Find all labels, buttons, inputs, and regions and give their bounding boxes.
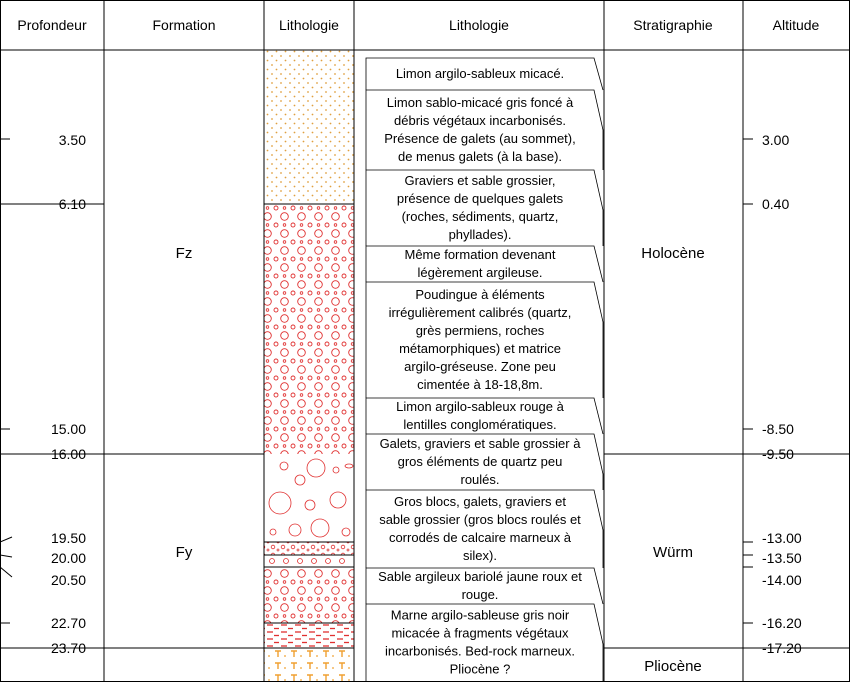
altitude-labels [762,132,802,656]
layer-gravel [264,204,354,454]
description-line: Galets, graviers et sable grossier à [379,436,581,451]
description-line: rouge. [461,587,499,602]
stratigraphy-label: Pliocène [644,658,702,675]
description-line: Poudingue à éléments [415,287,545,302]
stratigraphy-label: Würm [653,544,693,561]
formation-code: Fz [175,245,193,262]
description-line: métamorphiques) et matrice [399,341,561,356]
description-line: roulés. [460,472,500,487]
header-stratigraphy: Stratigraphie [633,17,713,33]
description-line: argilo-gréseuse. Zone peu [404,359,556,374]
header-lithology-column: Lithologie [279,17,339,33]
description-line: silex). [463,548,497,563]
description-line: corrodés de calcaire marneux à [388,530,572,545]
description-line: présence de quelques galets [396,191,564,206]
altitude-label: -9.50 [762,446,794,462]
description-line: gros éléments de quartz peu [397,454,563,469]
lithology-column [264,50,354,681]
altitude-label: 0.40 [762,196,790,212]
description-line: Graviers et sable grossier, [404,173,556,188]
header-formation: Formation [152,17,216,33]
description-line: Même formation devenant [404,247,556,262]
description-line: Limon sablo-micacé gris foncé à [386,95,574,110]
altitude-label: -8.50 [762,421,794,437]
altitude-label: -13.00 [762,530,802,546]
layer-clay [264,623,354,648]
description-line: Présence de galets (au sommet), [384,131,576,146]
description-line: Pliocène ? [449,661,511,677]
description-line: légèrement argileuse. [417,265,543,280]
description-line: Gros blocs, galets, graviers et [394,494,566,509]
depth-label: 23.70 [50,640,86,656]
header-row [17,17,819,33]
altitude-label: 3.00 [762,132,790,148]
description-line: lentilles conglomératiques. [403,417,557,432]
altitude-label: -14.00 [762,572,802,588]
description-line: Marne argilo-sableuse gris noir [390,607,570,623]
depth-labels [51,132,86,656]
altitude-label: -13.50 [762,550,802,566]
depth-label: 3.50 [58,132,86,148]
description-line: (roches, sédiments, quartz, [401,209,559,224]
description-line: Sable argileux bariolé jaune roux et [378,569,582,584]
depth-label: 22.70 [50,615,86,631]
description-line: irrégulièrement calibrés (quartz, [388,305,572,320]
altitude-label: -16.20 [762,615,802,631]
depth-label: 16.00 [50,446,86,462]
description-line: sable grossier (gros blocs roulés et [379,512,581,527]
stratigraphy-label: Holocène [641,245,705,262]
altitude-label: -17.20 [762,640,802,656]
depth-label: 19.50 [50,530,86,546]
description-line: de menus galets (à la base). [397,149,563,164]
layer-sand-gravel [264,542,354,555]
header-depth: Profondeur [17,17,87,33]
description-line: cimentée à 18-18,8m. [417,377,543,392]
header-lithology-description: Lithologie [449,17,509,33]
description-line: incarbonisés. Bed-rock marneux. [384,643,576,659]
description-line: micacée à fragments végétaux [391,625,569,641]
description-line: débris végétaux incarbonisés. [394,113,566,128]
layer-silt [264,50,354,204]
formation-code: Fy [175,544,193,561]
layer-mottled-clayey-sand [264,567,354,623]
depth-label: 20.00 [50,550,86,566]
header-altitude: Altitude [772,17,820,33]
description-line: Limon argilo-sableux micacé. [395,66,565,81]
depth-label: 15.00 [50,421,86,437]
depth-label: 6.10 [58,196,86,212]
description-line: grès permiens, roches [415,323,545,338]
description-callouts [366,58,603,681]
description-line: phyllades). [448,227,512,242]
layer-sand-thin [264,555,354,567]
depth-label: 20.50 [50,572,86,588]
layer-marl [264,648,354,681]
layer-large-pebbles [264,454,354,542]
description-line: Limon argilo-sableux rouge à [396,399,564,414]
